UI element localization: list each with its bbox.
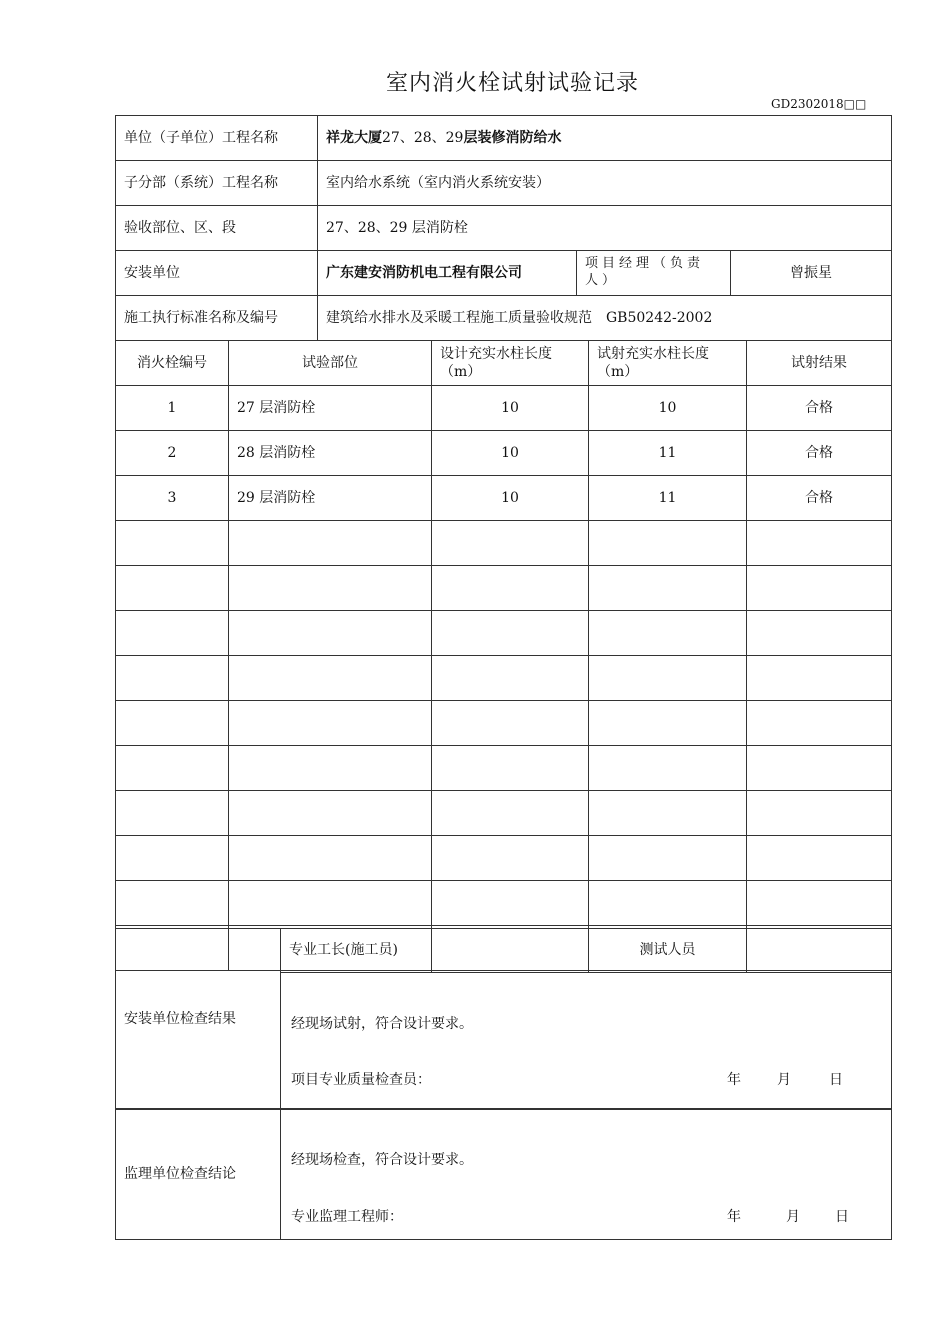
supervision-date-day: 日 (835, 1209, 849, 1225)
supervision-date-month: 月 (786, 1209, 800, 1225)
install-check-top-row (116, 929, 892, 973)
empty-cell (432, 611, 589, 656)
empty-cell (432, 836, 589, 881)
empty-cell (229, 791, 432, 836)
supervision-check-row (116, 1109, 892, 1240)
header-test-length: 试射充实水柱长度（m） (589, 341, 747, 386)
empty-cell (432, 656, 589, 701)
empty-cell (116, 836, 229, 881)
cell-hydrant-no: 2 (116, 431, 229, 476)
empty-cell (116, 791, 229, 836)
empty-cell (589, 566, 747, 611)
supervision-check-result: 经现场检查，符合设计要求。 (291, 1152, 473, 1168)
standard-label: 施工执行标准名称及编号 (116, 296, 318, 341)
empty-cell (116, 566, 229, 611)
foreman-value (432, 929, 589, 973)
engineer-label: 专业监理工程师： (291, 1209, 403, 1225)
info-row-location (116, 206, 892, 251)
install-check-result: 经现场试射，符合设计要求。 (291, 1016, 473, 1032)
table-row (116, 386, 892, 431)
install-check-label: 安装单位检查结果 (116, 929, 281, 1110)
empty-cell (747, 656, 892, 701)
test-table (115, 340, 892, 971)
header-result: 试射结果 (747, 341, 892, 386)
info-row-installer (116, 251, 892, 296)
empty-cell (589, 611, 747, 656)
page-title: 室内消火栓试射试验记录 (385, 71, 639, 96)
cell-test-length: 11 (589, 431, 747, 476)
install-check-table (115, 928, 892, 1110)
tester-value (747, 929, 892, 973)
unit-label: 单位（子单位）工程名称 (116, 116, 318, 161)
installer-label: 安装单位 (116, 251, 318, 296)
info-row-unit (116, 116, 892, 161)
table-row-empty (116, 701, 892, 746)
empty-cell (589, 836, 747, 881)
subdivision-value: 室内给水系统（室内消火系统安装） (318, 161, 892, 206)
empty-cell (432, 881, 589, 926)
cell-result: 合格 (747, 431, 892, 476)
cell-test-location: 28 层消防栓 (229, 431, 432, 476)
install-date-month: 月 (777, 1072, 791, 1088)
header-hydrant-no: 消火栓编号 (116, 341, 229, 386)
empty-cell (116, 701, 229, 746)
location-label: 验收部位、区、段 (116, 206, 318, 251)
empty-cell (229, 521, 432, 566)
empty-cell (747, 521, 892, 566)
empty-cell (747, 791, 892, 836)
empty-cell (589, 791, 747, 836)
install-date-year: 年 (727, 1072, 741, 1088)
empty-cell (229, 656, 432, 701)
empty-cell (229, 701, 432, 746)
standard-value: 建筑给水排水及采暖工程施工质量验收规范 GB50242-2002 (318, 296, 892, 341)
empty-cell (229, 746, 432, 791)
empty-cell (432, 566, 589, 611)
empty-cell (747, 611, 892, 656)
empty-cell (589, 746, 747, 791)
table-row-empty (116, 746, 892, 791)
table-row-empty (116, 791, 892, 836)
table-row-empty (116, 566, 892, 611)
tester-label: 测试人员 (589, 929, 747, 973)
supervision-date-year: 年 (727, 1209, 741, 1225)
cell-test-length: 11 (589, 476, 747, 521)
empty-cell (589, 701, 747, 746)
header-test-location: 试验部位 (229, 341, 432, 386)
table-row (116, 476, 892, 521)
location-value: 27、28、29 层消防栓 (318, 206, 892, 251)
info-table (115, 115, 892, 341)
table-row (116, 431, 892, 476)
cell-test-location: 29 层消防栓 (229, 476, 432, 521)
header-design-length: 设计充实水柱长度（m） (432, 341, 589, 386)
empty-cell (747, 836, 892, 881)
unit-value-b: 27、28、29 (382, 129, 464, 146)
cell-design-length: 10 (432, 386, 589, 431)
cell-result: 合格 (747, 386, 892, 431)
empty-cell (432, 701, 589, 746)
unit-value-c: 层装修消防给水 (463, 129, 562, 146)
empty-cell (747, 701, 892, 746)
supervision-check-label: 监理单位检查结论 (116, 1109, 281, 1240)
table-row-empty (116, 521, 892, 566)
cell-test-length: 10 (589, 386, 747, 431)
empty-cell (229, 566, 432, 611)
empty-cell (747, 746, 892, 791)
cell-test-location: 27 层消防栓 (229, 386, 432, 431)
empty-cell (229, 836, 432, 881)
unit-value (318, 116, 892, 161)
inspector-label: 项目专业质量检查员： (291, 1072, 431, 1088)
table-row-empty (116, 836, 892, 881)
table-header-row (116, 341, 892, 386)
install-date-day: 日 (829, 1072, 843, 1088)
cell-hydrant-no: 3 (116, 476, 229, 521)
manager-value: 曾振星 (731, 251, 892, 296)
empty-cell (432, 791, 589, 836)
cell-design-length: 10 (432, 476, 589, 521)
installer-value: 广东建安消防机电工程有限公司 (318, 251, 577, 296)
foreman-label: 专业工长(施工员) (281, 929, 432, 973)
supervision-check-table (115, 1108, 892, 1240)
empty-cell (116, 521, 229, 566)
empty-cell (747, 566, 892, 611)
empty-cell (589, 521, 747, 566)
install-check-body (281, 973, 892, 1110)
cell-hydrant-no: 1 (116, 386, 229, 431)
table-row-empty (116, 656, 892, 701)
empty-cell (589, 656, 747, 701)
empty-cell (116, 881, 229, 926)
info-row-standard (116, 296, 892, 341)
manager-label: 项目经理（负责人） (577, 251, 731, 296)
empty-cell (229, 611, 432, 656)
info-row-subdivision (116, 161, 892, 206)
empty-cell (747, 881, 892, 926)
cell-result: 合格 (747, 476, 892, 521)
unit-value-a: 祥龙大厦 (326, 129, 382, 146)
empty-cell (432, 746, 589, 791)
empty-cell (116, 656, 229, 701)
empty-cell (116, 611, 229, 656)
empty-cell (432, 521, 589, 566)
empty-cell (589, 881, 747, 926)
table-row-empty (116, 881, 892, 926)
empty-cell (229, 881, 432, 926)
table-row-empty (116, 611, 892, 656)
cell-design-length: 10 (432, 431, 589, 476)
empty-cell (116, 746, 229, 791)
supervision-check-body (281, 1109, 892, 1240)
subdivision-label: 子分部（系统）工程名称 (116, 161, 318, 206)
document-code: GD2302018□□ (771, 97, 867, 111)
